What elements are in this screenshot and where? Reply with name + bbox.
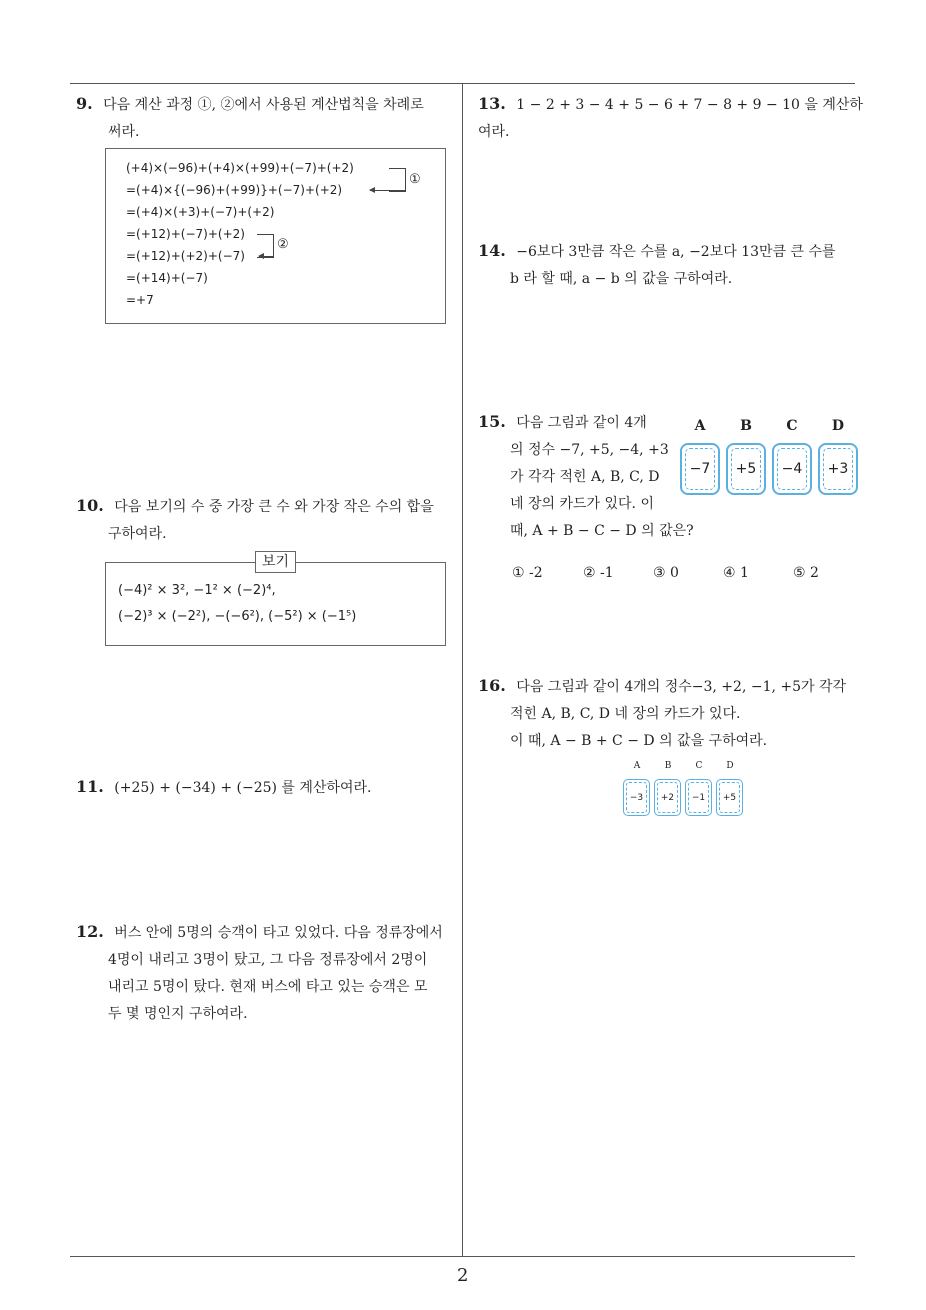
small-card-c (685, 779, 712, 816)
card-value: +5 (719, 782, 740, 813)
question-9 (76, 90, 461, 146)
question-text: 써라. (108, 124, 140, 140)
question-text: 4명이 내리고 3명이 탔고, 그 다음 정류장에서 2명이 (108, 952, 428, 968)
question-text: 다음 보기의 수 중 가장 큰 수 와 가장 작은 수의 합을 (114, 499, 434, 515)
calc-line-6: =(+14)+(−7) (126, 271, 208, 285)
card-value: −4 (777, 448, 807, 490)
question-text: 1 − 2 + 3 − 4 + 5 − 6 + 7 − 8 + 9 − 10 을 계산하여라. (478, 97, 863, 140)
bogi-line-1: (−4)² × 3², −1² × (−2)⁴, (118, 583, 276, 598)
card-value: +5 (731, 448, 761, 490)
calc-line-3: =(+4)×(+3)+(−7)+(+2) (126, 205, 275, 219)
question-text: 이 때, A − B + C − D 의 값을 구하여라. (510, 733, 768, 749)
small-card-a (623, 779, 650, 816)
bottom-rule (70, 1256, 855, 1257)
card-value: −1 (688, 782, 709, 813)
small-card-label-b: B (664, 761, 672, 771)
question-text: 다음 그림과 같이 4개의 정수−3, +2, −1, +5가 각각 (516, 679, 847, 695)
question-text: 때, A + B − C − D 의 값은? (510, 523, 694, 539)
calc-line-5: =(+12)+(+2)+(−7) (126, 249, 245, 263)
question-text: (+25) + (−34) + (−25) 를 계산하여라. (114, 780, 372, 796)
small-card-label-a: A (633, 761, 641, 771)
choice-3[interactable]: ③ 0 (653, 565, 679, 581)
question-text: 적힌 A, B, C, D 네 장의 카드가 있다. (510, 706, 741, 722)
column-divider (462, 83, 463, 1256)
calc-line-4: =(+12)+(−7)+(+2) (126, 227, 245, 241)
bogi-label: 보기 (255, 551, 296, 573)
calc-line-1: (+4)×(−96)+(+4)×(+99)+(−7)+(+2) (126, 161, 354, 175)
question-14 (478, 237, 868, 293)
question-text: 버스 안에 5명의 승객이 타고 있었다. 다음 정류장에서 (114, 925, 443, 941)
question-text: 가 각각 적힌 A, B, C, D (510, 469, 660, 485)
question-16 (478, 672, 868, 755)
small-card-d (716, 779, 743, 816)
card-c (772, 443, 812, 495)
page-number: 2 (457, 1265, 469, 1286)
question-15 (478, 408, 698, 545)
question-11 (76, 773, 461, 802)
question-13 (478, 90, 868, 146)
question-number: 15. (478, 412, 506, 431)
question-number: 11. (76, 777, 104, 796)
question-text: b 라 할 때, a − b 의 값을 구하여라. (510, 271, 733, 287)
question-number: 10. (76, 496, 104, 515)
calc-line-2: =(+4)×{(−96)+(+99)}+(−7)+(+2) (126, 183, 343, 197)
calculation-box (105, 148, 446, 324)
arrow-1 (370, 190, 405, 191)
question-text: −6보다 3만큼 작은 수를 a, −2보다 13만큼 큰 수를 (516, 244, 836, 260)
question-number: 14. (478, 241, 506, 260)
card-value: +3 (823, 448, 853, 490)
choice-2[interactable]: ② -1 (583, 565, 614, 581)
question-text: 다음 그림과 같이 4개 (516, 415, 647, 431)
question-number: 9. (76, 94, 93, 113)
choice-1[interactable]: ① -2 (512, 565, 543, 581)
question-text: 내리고 5명이 탔다. 현재 버스에 타고 있는 승객은 모 (108, 979, 428, 995)
small-card-b (654, 779, 681, 816)
question-text: 다음 계산 과정 ①, ②에서 사용된 계산법칙을 차례로 (103, 97, 424, 113)
choice-4[interactable]: ④ 1 (723, 565, 749, 581)
question-number: 13. (478, 94, 506, 113)
card-a (680, 443, 720, 495)
small-card-label-c: C (695, 761, 703, 771)
question-text: 구하여라. (108, 526, 167, 542)
question-text: 네 장의 카드가 있다. 이 (510, 496, 654, 512)
card-value: −7 (685, 448, 715, 490)
question-12 (76, 918, 461, 1028)
card-label-b: B (740, 418, 752, 434)
card-label-c: C (786, 418, 798, 434)
bogi-line-2: (−2)³ × (−2²), −(−6²), (−5²) × (−1⁵) (118, 609, 357, 624)
question-text: 의 정수 −7, +5, −4, +3 (510, 442, 669, 458)
arrow-2 (259, 256, 273, 257)
card-label-a: A (694, 418, 706, 434)
question-text: 두 몇 명인지 구하여라. (108, 1006, 248, 1022)
question-number: 12. (76, 922, 104, 941)
bogi-box (105, 562, 446, 646)
question-10 (76, 492, 461, 548)
question-number: 16. (478, 676, 506, 695)
calc-line-7: =+7 (126, 293, 154, 307)
card-d (818, 443, 858, 495)
card-value: −3 (626, 782, 647, 813)
card-b (726, 443, 766, 495)
card-value: +2 (657, 782, 678, 813)
mark-2: ② (277, 237, 289, 252)
small-card-label-d: D (726, 761, 734, 771)
choice-5[interactable]: ⑤ 2 (793, 565, 819, 581)
bracket-1 (389, 168, 406, 192)
mark-1: ① (409, 172, 421, 187)
card-label-d: D (831, 418, 845, 434)
